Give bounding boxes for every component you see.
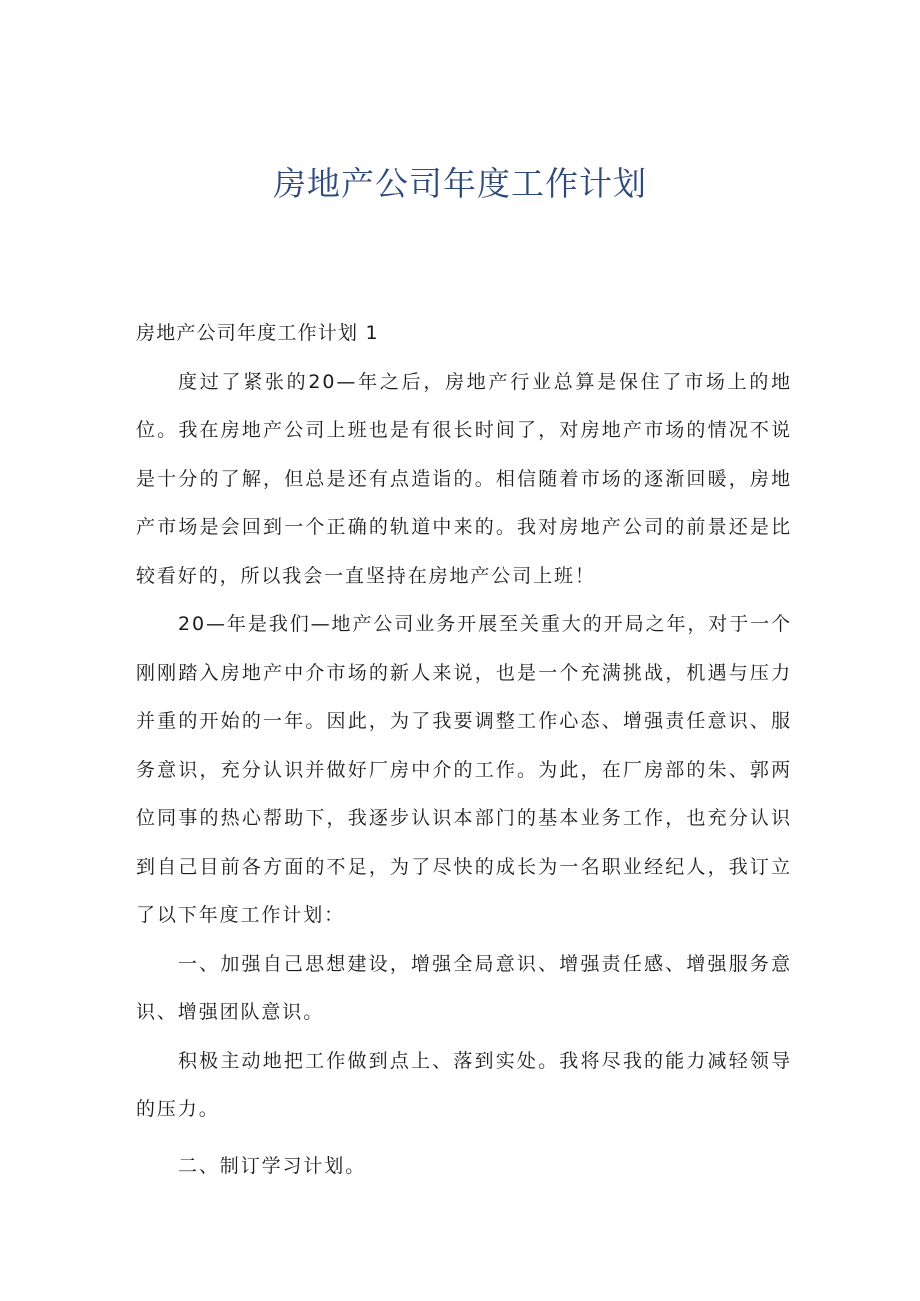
paragraph-item-one-detail: 积极主动地把工作做到点上、落到实处。我将尽我的能力减轻领导的压力。 <box>136 1049 792 1120</box>
document-body <box>136 309 792 1190</box>
paragraph-item-two: 二、制订学习计划。 <box>178 1154 367 1177</box>
section-heading: 房地产公司年度工作计划 1 <box>136 322 379 344</box>
paragraph-intro: 度过了紧张的20—年之后，房地产行业总算是保住了市场上的地位。我在房地产公司上班也是有很长时间了，对房地产市场的情况不说是十分的了解，但总是还有点造诣的。相信随着市场的逐渐回暖，房地产市场是会回到一个正确的轨道中来的。我对房地产公司的前景还是比较看好的，所以我会一直坚持在房地产公司上班！ <box>136 370 792 587</box>
document-title: 房地产公司年度工作计划 <box>273 164 647 203</box>
paragraph-item-one: 一、加强自己思想建设，增强全局意识、增强责任感、增强服务意识、增强团队意识。 <box>136 952 792 1023</box>
paragraph-plan-context: 20—年是我们—地产公司业务开展至关重大的开局之年，对于一个刚刚踏入房地产中介市场的新人来说，也是一个充满挑战，机遇与压力并重的开始的一年。因此，为了我要调整工作心态、增强责任意识、服务意识，充分认识并做好厂房中介的工作。为此，在厂房部的朱、郭两位同事的热心帮助下，我逐步认识本部门的基本业务工作，也充分认识到自己目前各方面的不足，为了尽快的成长为一名职业经纪人，我订立了以下年度工作计划： <box>136 613 792 926</box>
